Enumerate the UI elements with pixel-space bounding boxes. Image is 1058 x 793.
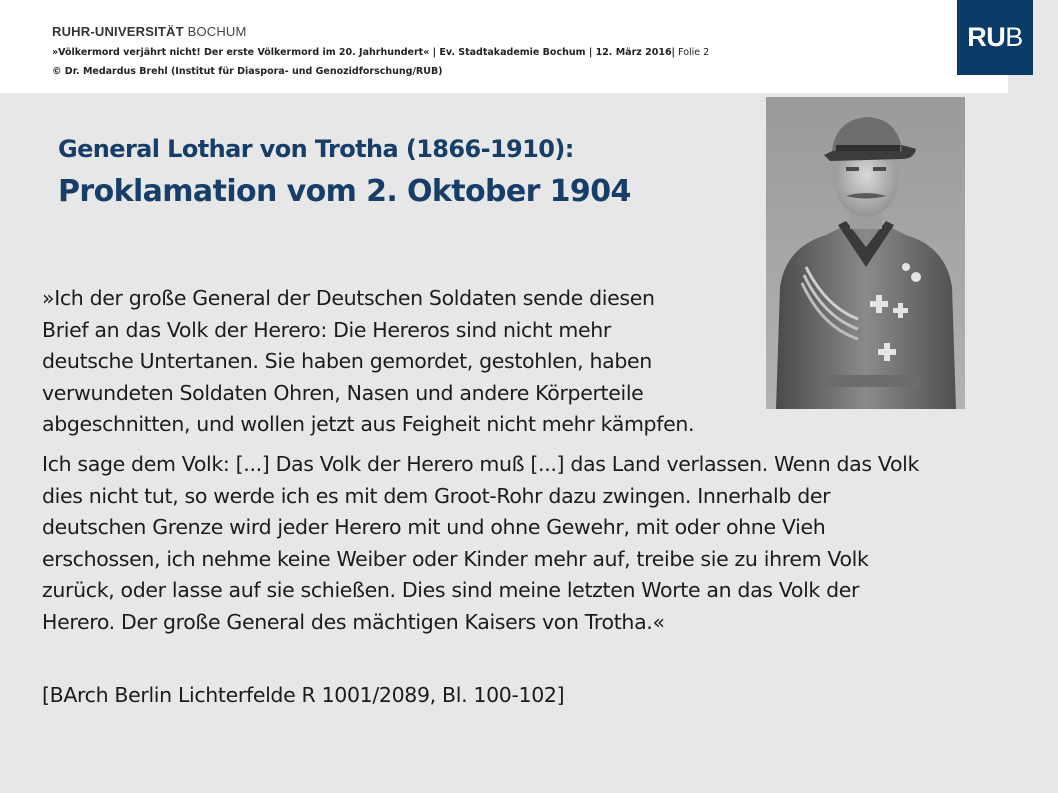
university-name: RUHR-UNIVERSITÄT BOCHUM [52, 24, 247, 39]
copyright-line: © Dr. Medardus Brehl (Institut für Diaspora- und Genozidforschung/RUB) [52, 66, 443, 77]
quote-line: »Ich der große General der Deutschen Soldaten sende diesen [42, 286, 655, 310]
lecture-info: »Völkermord verjährt nicht! Der erste Völkermord im 20. Jahrhundert« | Ev. Stadtakademie Bochum | 12. März 2016| Folie 2 [52, 47, 710, 58]
quote-line: deutschen Grenze wird jeder Herero mit und ohne Gewehr, mit oder ohne Vieh [42, 515, 826, 539]
slide-number: Folie 2 [678, 47, 710, 58]
slide-subtitle: Proklamation vom 2. Oktober 1904 [58, 174, 631, 209]
quote-paragraph-1 [42, 283, 742, 441]
quote-line: Ich sage dem Volk: [...] Das Volk der Herero muß [...] das Land verlassen. Wenn das Volk [42, 452, 920, 476]
quote-line: Brief an das Volk der Herero: Die Hereros sind nicht mehr [42, 317, 611, 342]
quote-line: verwundeten Soldaten Ohren, Nasen und andere Körperteile [42, 380, 644, 405]
quote-line: zurück, oder lasse auf sie schießen. Dies sind meine letzten Worte an das Volk der [42, 578, 860, 602]
source-citation: [BArch Berlin Lichterfelde R 1001/2089, Bl. 100-102] [42, 683, 565, 707]
portrait-photo [766, 97, 965, 409]
quote-line: Herero. Der große General des mächtigen Kaisers von Trotha.« [42, 609, 665, 634]
quote-line: dies nicht tut, so werde ich es mit dem Groot-Rohr dazu zwingen. Innerhalb der [42, 483, 831, 508]
quote-paragraph-2 [42, 449, 997, 638]
quote-line: erschossen, ich nehme keine Weiber oder Kinder mehr auf, treibe sie zu ihrem Volk [42, 546, 869, 571]
slide-header [0, 0, 1008, 93]
slide-title: General Lothar von Trotha (1866-1910): [58, 135, 574, 163]
quote-line: deutsche Untertanen. Sie haben gemordet, gestohlen, haben [42, 349, 652, 373]
rub-logo: RU B [957, 0, 1033, 75]
quote-line: abgeschnitten, und wollen jetzt aus Feigheit nicht mehr kämpfen. [42, 412, 695, 436]
